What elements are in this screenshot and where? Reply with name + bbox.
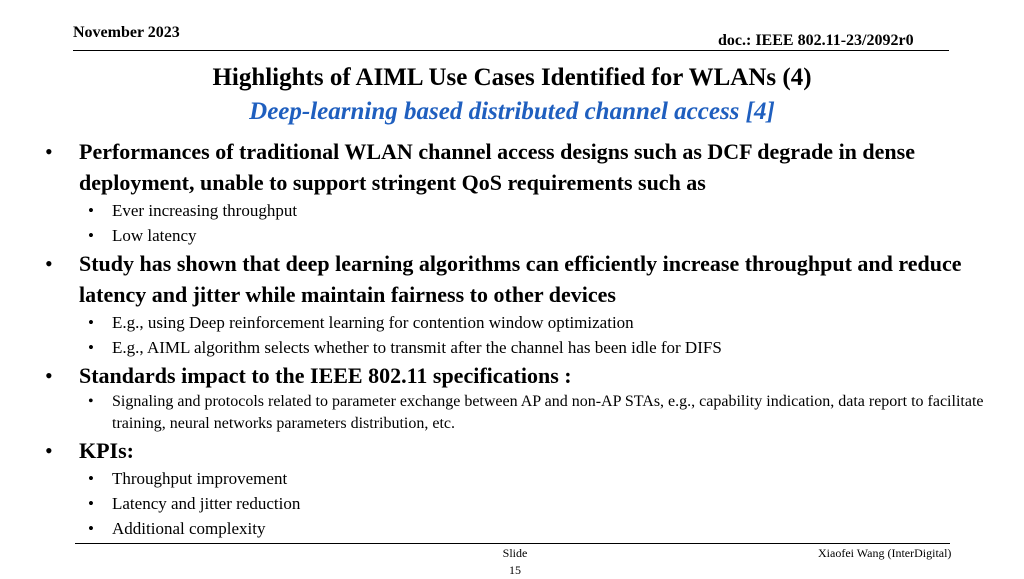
- subbullet-text: Signaling and protocols related to parameter exchange between AP and non-AP STAs, e.g., capability indication, data report to facilitate training, neural networks parameters distribution, etc.: [112, 393, 984, 432]
- header-divider: [73, 50, 949, 51]
- subbullet-text: E.g., AIML algorithm selects whether to transmit after the channel has been idle for DIFS: [112, 338, 722, 357]
- subbullet-text: Throughput improvement: [112, 469, 288, 488]
- bullet-marker: •: [45, 438, 53, 463]
- subbullet-throughput-improvement: [44, 466, 994, 491]
- bullet-deep-learning-study: [44, 248, 994, 310]
- bullet-text: Performances of traditional WLAN channel access designs such as DCF degrade in dense deployment, unable to support stringent QoS requirements such as: [79, 139, 915, 195]
- bullet-marker: •: [45, 363, 53, 388]
- subbullet-text: Additional complexity: [112, 519, 266, 538]
- subbullet-marker: •: [88, 201, 94, 220]
- bullet-channel-access: [44, 136, 994, 198]
- subbullet-marker: •: [88, 313, 94, 332]
- subbullet-marker: •: [88, 519, 94, 538]
- subbullet-text: E.g., using Deep reinforcement learning for contention window optimization: [112, 313, 634, 332]
- slide-body: [44, 136, 994, 541]
- subbullet-marker: •: [88, 393, 94, 410]
- subbullet-complexity: [44, 516, 994, 541]
- header-doc-id: doc.: IEEE 802.11-23/2092r0: [718, 32, 914, 49]
- bullet-marker: •: [45, 139, 53, 164]
- slide-title: Highlights of AIML Use Cases Identified for WLANs (4): [212, 64, 812, 91]
- subbullet-marker: •: [88, 494, 94, 513]
- bullet-standards-impact: [44, 360, 994, 391]
- bullet-text: Standards impact to the IEEE 802.11 specifications :: [79, 363, 572, 388]
- slide-label-text: Slide: [502, 546, 528, 560]
- slide-subtitle: Deep-learning based distributed channel access [4]: [249, 98, 775, 125]
- subbullet-text: Ever increasing throughput: [112, 201, 298, 220]
- subbullet-drl: [44, 310, 994, 335]
- subbullet-difs: [44, 335, 994, 360]
- bullet-text: KPIs:: [79, 438, 134, 463]
- subbullet-marker: •: [88, 226, 94, 245]
- subbullet-marker: •: [88, 338, 94, 357]
- bullet-text: Study has shown that deep learning algorithms can efficiently increase throughput and reduce latency and jitter while maintain fairness to other devices: [79, 251, 962, 307]
- subbullet-text: Low latency: [112, 226, 197, 245]
- subbullet-latency: [44, 223, 994, 248]
- subbullet-signaling: [44, 391, 994, 435]
- footer-author: Xiaofei Wang (InterDigital): [818, 546, 952, 560]
- header-date: November 2023: [73, 24, 180, 41]
- bullet-kpis: [44, 435, 994, 466]
- slide-number: [480, 545, 550, 579]
- subbullet-throughput: [44, 198, 994, 223]
- bullet-marker: •: [45, 251, 53, 276]
- subbullet-latency-jitter: [44, 491, 994, 516]
- slide-number-value: 15: [509, 563, 521, 577]
- footer-divider: [75, 543, 950, 544]
- subbullet-marker: •: [88, 469, 94, 488]
- subbullet-text: Latency and jitter reduction: [112, 494, 301, 513]
